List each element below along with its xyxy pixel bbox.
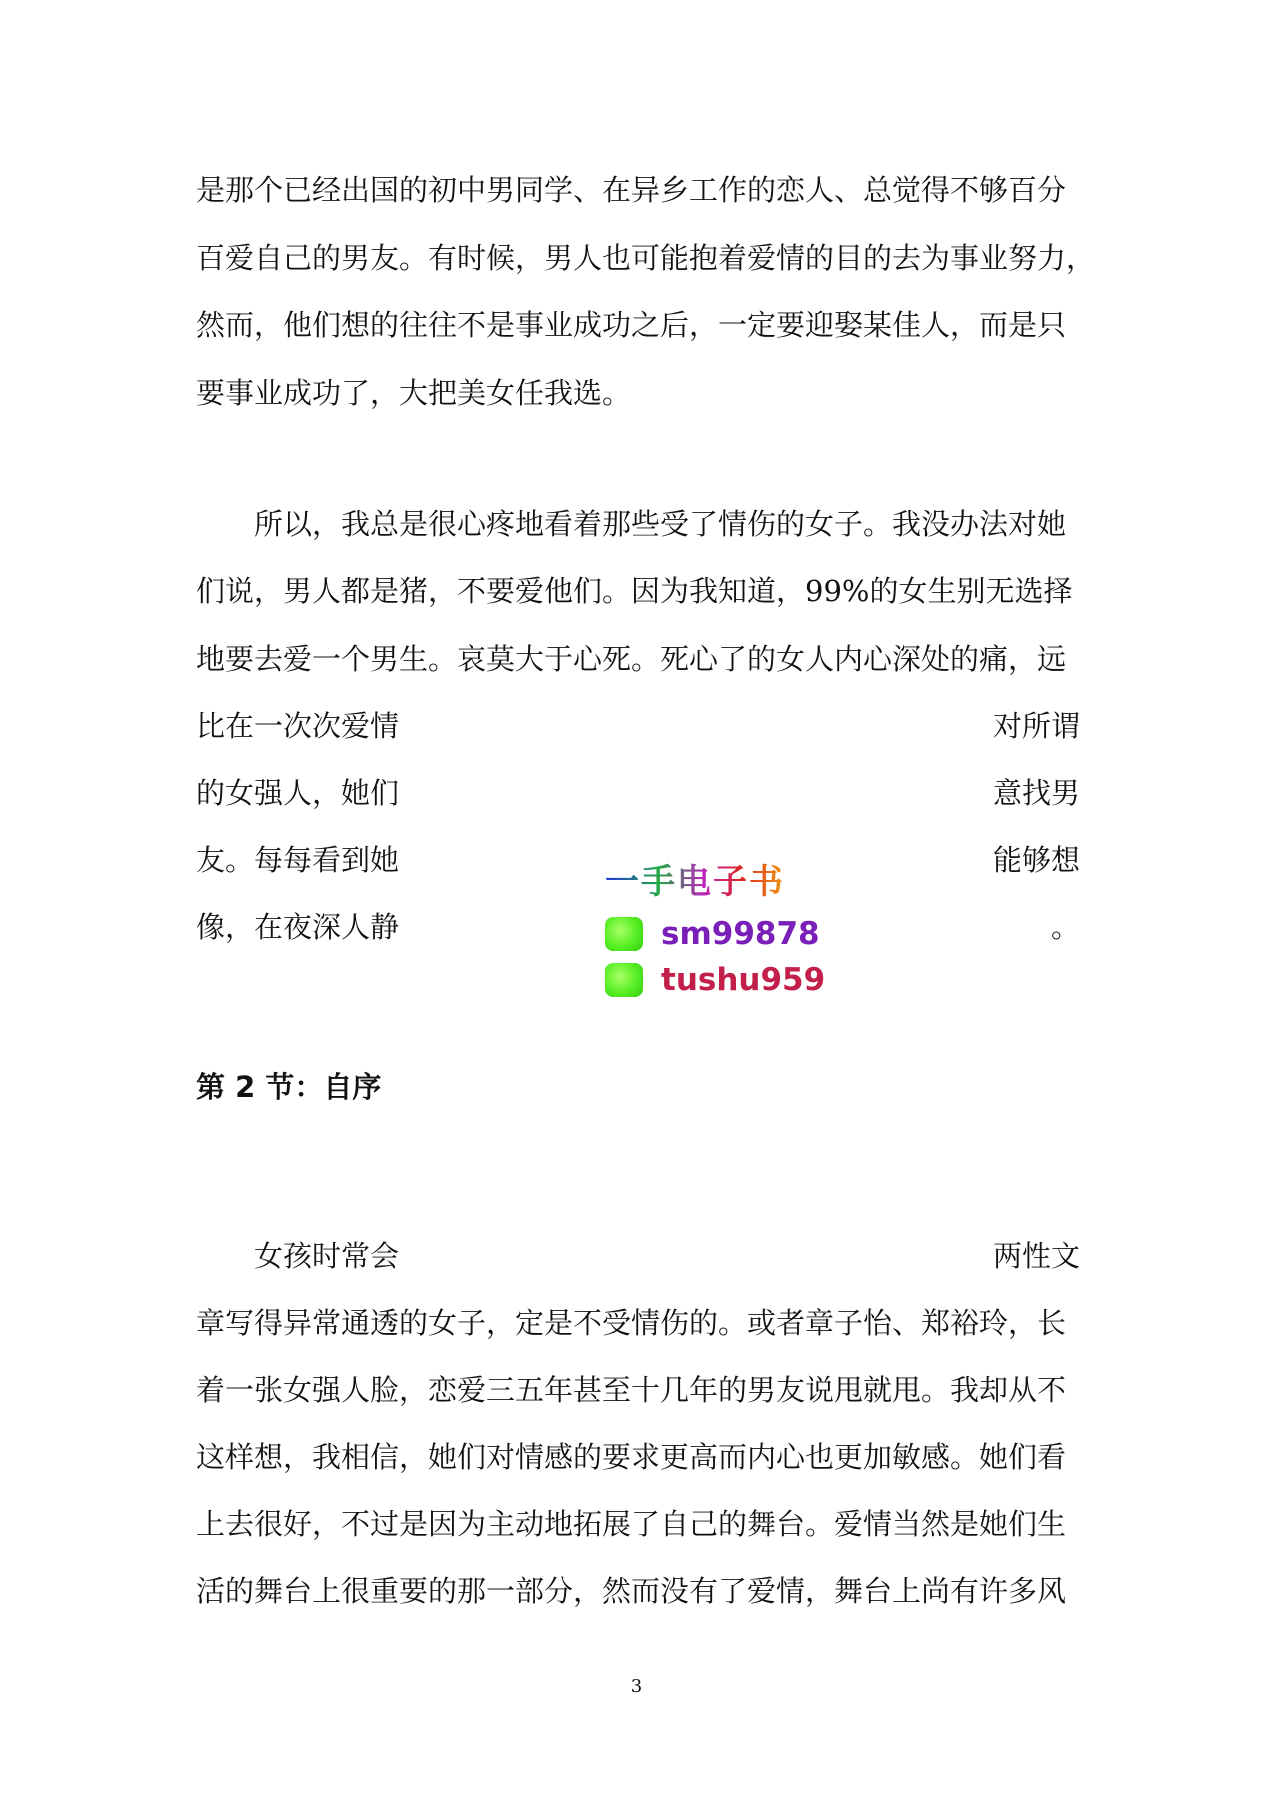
- paragraph-line: 章写得异常通透的女子，定是不受情伤的。或者章子怡、郑裕玲，长: [196, 1306, 1067, 1340]
- paragraph-line: 上去很好，不过是因为主动地拓展了自己的舞台。爱情当然是她们生: [196, 1507, 1067, 1541]
- paragraph-line-fragment: 对所谓: [992, 709, 1080, 743]
- watermark-contact-row: [605, 914, 820, 954]
- paragraph-line-fragment: 友。每每看到她: [196, 843, 400, 877]
- paragraph-line-fragment: 比在一次次爱情: [196, 709, 400, 743]
- paragraph-line-fragment: 两性文: [992, 1239, 1080, 1273]
- watermark-title: 一手电子书: [605, 862, 785, 902]
- paragraph-line: 是那个已经出国的初中男同学、在异乡工作的恋人、总觉得不够百分: [196, 173, 1067, 207]
- paragraph-line: 这样想，我相信，她们对情感的要求更高而内心也更加敏感。她们看: [196, 1440, 1067, 1474]
- paragraph-line: 着一张女强人脸，恋爱三五年甚至十几年的男友说甩就甩。我却从不: [196, 1373, 1067, 1407]
- paragraph-line: 们说，男人都是猪，不要爱他们。因为我知道，99%的女生别无选择: [196, 574, 1073, 608]
- watermark-contact: sm99878: [661, 916, 820, 952]
- section-heading: 第 2 节：自序: [196, 1070, 382, 1104]
- paragraph-line-fragment: 像，在夜深人静: [196, 910, 400, 944]
- wechat-icon: [605, 917, 643, 951]
- paragraph-line-fragment: 。: [1050, 910, 1080, 944]
- wechat-icon: [605, 963, 643, 997]
- paragraph-line-fragment: 女孩时常会: [254, 1239, 400, 1273]
- watermark-contact: tushu959: [661, 962, 826, 998]
- paragraph-line: 所以，我总是很心疼地看着那些受了情伤的女子。我没办法对她: [254, 507, 1067, 541]
- watermark: [605, 860, 835, 1010]
- paragraph-line-fragment: 意找男: [992, 776, 1080, 810]
- page-number: 3: [630, 1676, 643, 1697]
- paragraph-line: 活的舞台上很重要的那一部分，然而没有了爱情，舞台上尚有许多风: [196, 1574, 1067, 1608]
- paragraph-line-fragment: 能够想: [992, 843, 1080, 877]
- paragraph-line: 然而，他们想的往往不是事业成功之后，一定要迎娶某佳人，而是只: [196, 308, 1067, 342]
- paragraph-line: 百爱自己的男友。有时候，男人也可能抱着爱情的目的去为事业努力，: [196, 241, 1096, 275]
- paragraph-line: 要事业成功了，大把美女任我选。: [196, 376, 632, 410]
- paragraph-line: 地要去爱一个男生。哀莫大于心死。死心了的女人内心深处的痛，远: [196, 642, 1067, 676]
- paragraph-line-fragment: 的女强人，她们: [196, 776, 400, 810]
- watermark-contact-row: [605, 960, 825, 1000]
